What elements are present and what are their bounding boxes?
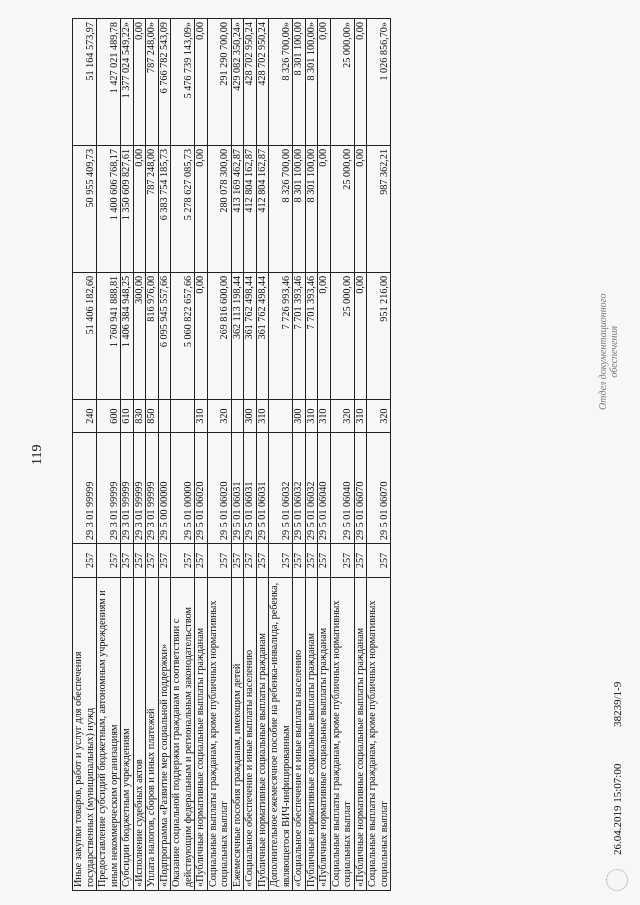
table-row [121, 19, 134, 891]
table-row [97, 19, 121, 891]
table-row [207, 19, 231, 891]
row-value-2021-cell: 25 000,00» [330, 19, 354, 146]
row-value-2019-cell: 361 762 498,44 [244, 272, 257, 399]
row-name-cell: Ежемесячные пособия гражданам, имеющим детей [231, 577, 244, 890]
row-name-cell: «Публичные нормативные социальные выплаты гражданам [354, 577, 367, 890]
row-value-2019-cell: 5 060 822 657,66 [171, 272, 195, 399]
table-row [305, 19, 318, 891]
row-value-2019-cell: 6 095 945 557,66 [158, 272, 171, 399]
row-name-cell: Иные закупки товаров, работ и услуг для обеспечения государственных (муниципальных) нужд [73, 577, 97, 890]
row-cs-cell: 29 3 01 99999 [73, 433, 97, 544]
row-vr-cell: 600 [97, 399, 121, 433]
footer-doc-code: 38239/1-9 [612, 681, 624, 727]
row-name-cell: Социальные выплаты гражданам, кроме публичных нормативных социальных выплат [207, 577, 231, 890]
row-vr-cell: 830 [133, 399, 146, 433]
row-cs-cell: 29 5 01 06020 [207, 433, 231, 544]
row-name-cell: Оказание социальной поддержки гражданам в соответствии с действующим федеральным и региональным законодательством [171, 577, 195, 890]
row-cs-cell: 29 5 01 06031 [256, 433, 269, 544]
row-gr-cell: 257 [146, 544, 159, 578]
stamp-line-1: Отдел документационного [598, 293, 609, 410]
row-value-2021-cell: 0,00 [354, 19, 367, 146]
row-vr-cell: 240 [73, 399, 97, 433]
row-gr-cell: 257 [195, 544, 208, 578]
row-name-cell: «Публичные нормативные социальные выплаты гражданам [318, 577, 331, 890]
row-value-2021-cell: 291 290 700,00 [207, 19, 231, 146]
row-gr-cell: 257 [244, 544, 257, 578]
row-value-2020-cell: 280 078 300,00 [207, 145, 231, 272]
row-value-2021-cell: 8 301 100,00» [305, 19, 318, 146]
row-value-2021-cell: 1 377 024 549,22» [121, 19, 134, 146]
row-cs-cell: 29 3 01 99999 [97, 433, 121, 544]
row-cs-cell: 29 5 01 06032 [305, 433, 318, 544]
department-stamp [598, 293, 620, 410]
budget-table-body [73, 19, 391, 891]
row-gr-cell: 257 [367, 544, 391, 578]
row-cs-cell: 29 5 01 06070 [354, 433, 367, 544]
row-name-cell: «Публичные нормативные социальные выплаты гражданам [195, 577, 208, 890]
row-value-2021-cell: 0,00 [133, 19, 146, 146]
table-row [256, 19, 269, 891]
stamp-line-2: обеспечения [609, 325, 620, 378]
table-row [354, 19, 367, 891]
row-vr-cell: 300 [293, 399, 306, 433]
row-name-cell: Предоставление субсидий бюджетным, автономным учреждениям и иным некоммерческим организациям [97, 577, 121, 890]
row-gr-cell: 257 [158, 544, 171, 578]
row-cs-cell: 29 5 01 06070 [367, 433, 391, 544]
row-value-2020-cell: 987 362,21 [367, 145, 391, 272]
row-cs-cell: 29 5 01 06031 [244, 433, 257, 544]
table-row [146, 19, 159, 891]
row-gr-cell: 257 [97, 544, 121, 578]
row-vr-cell [171, 399, 195, 433]
row-name-cell: Публичные нормативные социальные выплаты гражданам [305, 577, 318, 890]
table-row [195, 19, 208, 891]
row-value-2021-cell: 428 702 950,24 [256, 19, 269, 146]
row-gr-cell: 257 [256, 544, 269, 578]
row-value-2020-cell: 412 804 162,87 [256, 145, 269, 272]
page-number: 119 [30, 444, 45, 465]
row-value-2020-cell: 0,00 [318, 145, 331, 272]
row-name-cell: Публичные нормативные социальные выплаты гражданам [256, 577, 269, 890]
row-vr-cell [269, 399, 293, 433]
row-value-2019-cell: 816 976,00 [146, 272, 159, 399]
row-gr-cell: 257 [305, 544, 318, 578]
row-value-2020-cell: 5 278 627 085,73 [171, 145, 195, 272]
row-gr-cell: 257 [207, 544, 231, 578]
row-value-2021-cell: 6 766 782 543,09 [158, 19, 171, 146]
row-name-cell: «Подпрограмма «Развитие мер социальной поддержки» [158, 577, 171, 890]
row-gr-cell: 257 [121, 544, 134, 578]
row-cs-cell: 29 5 01 06032 [293, 433, 306, 544]
row-value-2020-cell: 787 248,00 [146, 145, 159, 272]
row-value-2021-cell: 428 702 950,24 [244, 19, 257, 146]
row-name-cell: Субсидии бюджетным учреждениям [121, 577, 134, 890]
row-cs-cell: 29 5 00 00000 [158, 433, 171, 544]
row-value-2021-cell: 1 026 856,70» [367, 19, 391, 146]
table-row [269, 19, 293, 891]
row-gr-cell: 257 [133, 544, 146, 578]
row-gr-cell: 257 [73, 544, 97, 578]
table-row [171, 19, 195, 891]
row-vr-cell: 310 [318, 399, 331, 433]
row-value-2019-cell: 0,00 [318, 272, 331, 399]
row-value-2019-cell: 0,00 [195, 272, 208, 399]
row-vr-cell: 310 [354, 399, 367, 433]
row-value-2020-cell: 1 350 609 827,61 [121, 145, 134, 272]
row-value-2021-cell: 1 427 021 489,78 [97, 19, 121, 146]
row-value-2021-cell: 0,00 [195, 19, 208, 146]
row-value-2019-cell: 51 406 182,60 [73, 272, 97, 399]
row-name-cell: «Социальное обеспечение и иные выплаты населению [244, 577, 257, 890]
row-cs-cell: 29 3 01 99999 [146, 433, 159, 544]
row-value-2020-cell: 8 301 100,00 [293, 145, 306, 272]
row-vr-cell [158, 399, 171, 433]
row-value-2019-cell: 0,00 [354, 272, 367, 399]
row-value-2019-cell: 7 701 393,46 [305, 272, 318, 399]
row-name-cell: Дополнительное ежемесячное пособие на ребенка-инвалида, ребенка, являющегося ВИЧ-инфицированным [269, 577, 293, 890]
row-gr-cell: 257 [354, 544, 367, 578]
row-value-2020-cell: 0,00 [354, 145, 367, 272]
row-value-2019-cell: 1 760 941 888,81 [97, 272, 121, 399]
row-vr-cell [231, 399, 244, 433]
row-value-2021-cell: 787 248,00» [146, 19, 159, 146]
row-value-2020-cell: 413 169 462,87 [231, 145, 244, 272]
row-name-cell: Социальные выплаты гражданам, кроме публичных нормативных социальных выплат [330, 577, 354, 890]
row-cs-cell: 29 5 01 06031 [231, 433, 244, 544]
row-value-2021-cell: 8 301 100,00 [293, 19, 306, 146]
row-value-2020-cell: 25 000,00 [330, 145, 354, 272]
row-cs-cell: 29 3 01 99999 [133, 433, 146, 544]
table-row [293, 19, 306, 891]
row-gr-cell: 257 [330, 544, 354, 578]
table-row [158, 19, 171, 891]
row-cs-cell: 29 3 01 99999 [121, 433, 134, 544]
row-vr-cell: 310 [195, 399, 208, 433]
table-row [133, 19, 146, 891]
row-name-cell: Уплата налогов, сборов и иных платежей [146, 577, 159, 890]
row-value-2020-cell: 412 804 162,87 [244, 145, 257, 272]
row-value-2019-cell: 1 406 384 948,25 [121, 272, 134, 399]
row-value-2021-cell: 51 164 573,97 [73, 19, 97, 146]
table-row [73, 19, 97, 891]
row-name-cell: «Социальное обеспечение и иные выплаты населению [293, 577, 306, 890]
row-value-2020-cell: 0,00 [133, 145, 146, 272]
row-value-2020-cell: 8 326 700,00 [269, 145, 293, 272]
table-row [330, 19, 354, 891]
row-vr-cell: 320 [330, 399, 354, 433]
row-gr-cell: 257 [293, 544, 306, 578]
row-name-cell: Социальные выплаты гражданам, кроме публичных нормативных социальных выплат [367, 577, 391, 890]
row-gr-cell: 257 [231, 544, 244, 578]
row-vr-cell: 310 [256, 399, 269, 433]
row-cs-cell: 29 5 01 00000 [171, 433, 195, 544]
row-value-2020-cell: 50 955 409,73 [73, 145, 97, 272]
table-row [367, 19, 391, 891]
row-value-2019-cell: 269 816 600,00 [207, 272, 231, 399]
row-value-2019-cell: 951 216,00 [367, 272, 391, 399]
row-gr-cell: 257 [318, 544, 331, 578]
row-value-2020-cell: 8 301 100,00 [305, 145, 318, 272]
row-cs-cell: 29 5 01 06040 [318, 433, 331, 544]
row-value-2019-cell: 7 726 993,46 [269, 272, 293, 399]
row-vr-cell: 310 [305, 399, 318, 433]
row-value-2019-cell: 300,00 [133, 272, 146, 399]
row-vr-cell: 610 [121, 399, 134, 433]
row-name-cell: «Исполнение судебных актов [133, 577, 146, 890]
row-value-2019-cell: 361 762 498,44 [256, 272, 269, 399]
row-vr-cell: 300 [244, 399, 257, 433]
row-value-2021-cell: 5 476 739 143,09» [171, 19, 195, 146]
seal-logo [606, 869, 628, 891]
row-value-2020-cell: 6 383 754 185,73 [158, 145, 171, 272]
row-gr-cell: 257 [269, 544, 293, 578]
table-row [231, 19, 244, 891]
footer [612, 648, 624, 855]
budget-table [72, 18, 391, 891]
row-cs-cell: 29 5 01 06040 [330, 433, 354, 544]
row-cs-cell: 29 5 01 06020 [195, 433, 208, 544]
footer-datetime: 26.04.2019 15:07:00 [612, 763, 624, 855]
row-vr-cell: 850 [146, 399, 159, 433]
row-value-2019-cell: 362 113 198,44 [231, 272, 244, 399]
row-value-2021-cell: 8 326 700,00» [269, 19, 293, 146]
row-value-2019-cell: 25 000,00 [330, 272, 354, 399]
row-value-2019-cell: 7 701 393,46 [293, 272, 306, 399]
row-vr-cell: 320 [207, 399, 231, 433]
table-row [318, 19, 331, 891]
row-gr-cell: 257 [171, 544, 195, 578]
row-value-2021-cell: 0,00 [318, 19, 331, 146]
row-value-2020-cell: 0,00 [195, 145, 208, 272]
row-vr-cell: 320 [367, 399, 391, 433]
row-value-2021-cell: 429 082 350,24» [231, 19, 244, 146]
row-value-2020-cell: 1 400 606 768,17 [97, 145, 121, 272]
row-cs-cell: 29 5 01 06032 [269, 433, 293, 544]
table-row [244, 19, 257, 891]
